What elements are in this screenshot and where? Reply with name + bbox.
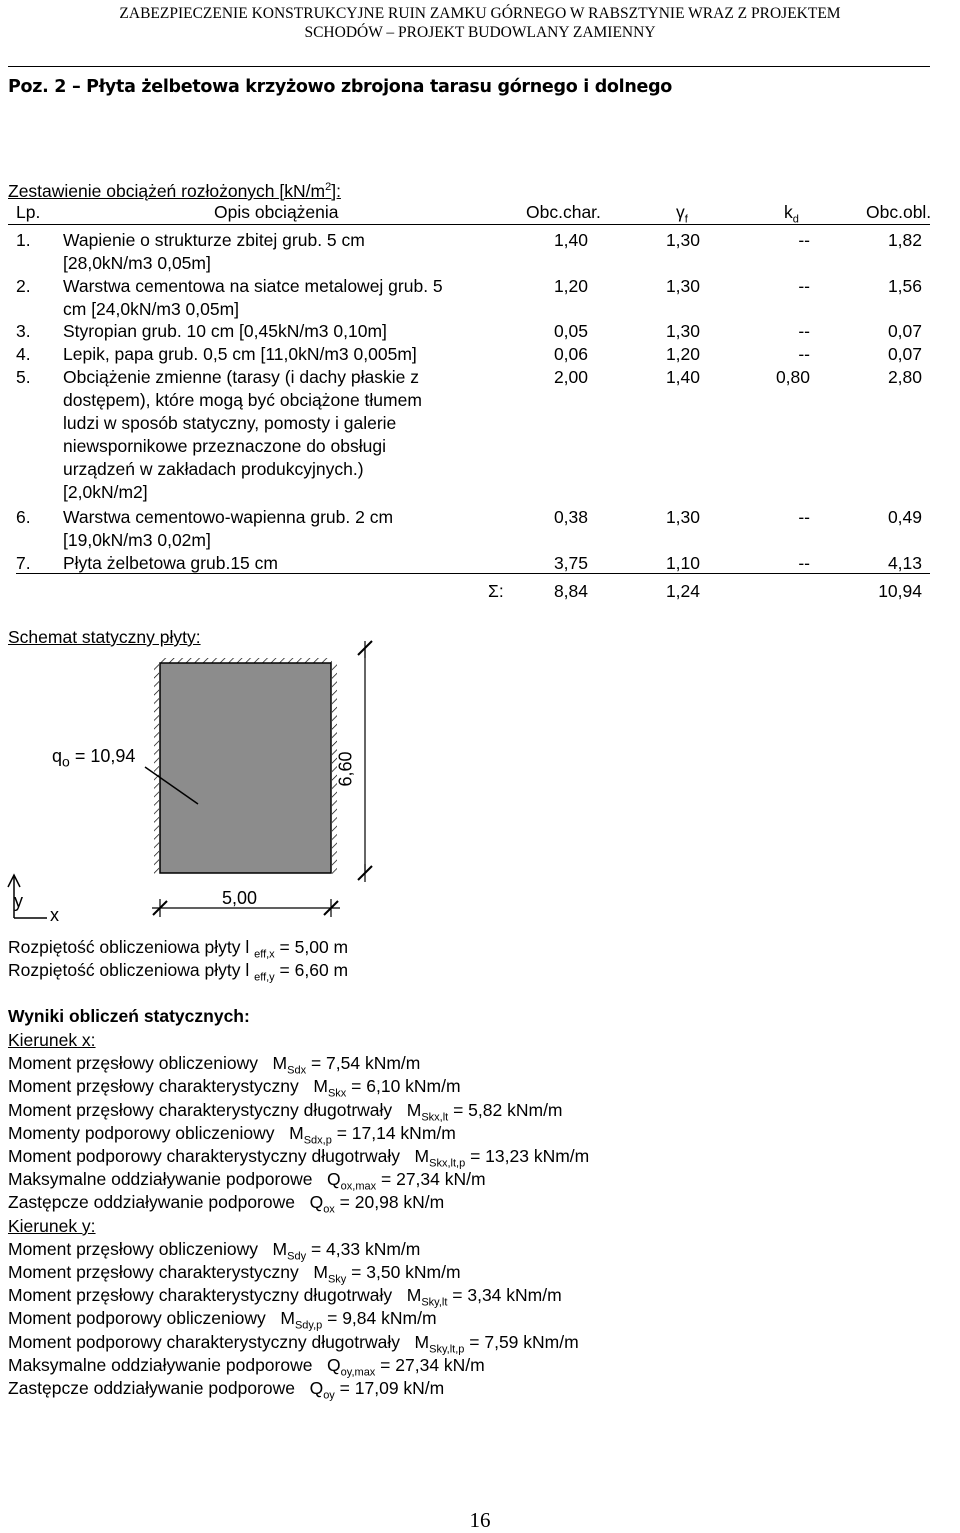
row-char-load: 0,38 — [553, 507, 588, 527]
col-header-char-load: Obc.char. — [526, 202, 601, 222]
row-gamma: 1,30 — [665, 276, 700, 296]
sum-design: 10,94 — [878, 581, 922, 601]
load-label: $q_o = 10,94$ — [52, 746, 136, 770]
row-kd: -- — [798, 507, 810, 527]
row-gamma: 1,30 — [665, 230, 700, 250]
axis-y-label: y — [14, 891, 23, 911]
row-gamma: 1,40 — [665, 367, 700, 387]
row-design-load: 0,07 — [887, 321, 922, 341]
row-design-load: 0,49 — [887, 507, 922, 527]
row-description-line: [28,0kN/m3 0,05m] — [63, 253, 211, 273]
row-gamma: 1,30 — [665, 321, 700, 341]
row-char-load: 3,75 — [553, 553, 588, 573]
row-char-load: 0,05 — [553, 321, 588, 341]
row-design-load: 2,80 — [887, 367, 922, 387]
row-char-load: 1,40 — [553, 230, 588, 250]
row-char-load: 2,00 — [553, 367, 588, 387]
static-scheme-diagram — [0, 640, 420, 920]
row-description-line: Lepik, papa grub. 0,5 cm [11,0kN/m3 0,005m] — [63, 344, 417, 364]
scheme-title: Schemat statyczny płyty: — [8, 627, 201, 647]
row-lp: 4. — [16, 344, 31, 364]
col-header-design-load: Obc.obl. — [866, 202, 932, 222]
page-number: 16 — [469, 1508, 491, 1532]
slab-rectangle — [160, 663, 331, 873]
result-line-y: Moment podporowy obliczeniowy $M_{Sdy,p} = 9,84$ kNm/m — [8, 1308, 437, 1332]
row-description-line: ludzi w sposób statyczny, pomosty i galerie — [63, 413, 397, 433]
row-kd: -- — [798, 553, 810, 573]
direction-x-heading: Kierunek x: — [8, 1030, 96, 1050]
row-kd: -- — [798, 230, 810, 250]
result-line-x: Moment przęsłowy charakterystyczny $M_{Skx} = 6,10$ kNm/m — [8, 1076, 461, 1100]
sum-label: Σ: — [488, 581, 504, 601]
span-line-y: Rozpiętość obliczeniowa płyty l $_{eff,y}$ = 6,60 m — [8, 960, 349, 984]
position-title: Poz. 2 – Płyta żelbetowa krzyżowo zbrojona tarasu górnego i dolnego — [8, 77, 673, 97]
document-header-line2: SCHODÓW – PROJEKT BUDOWLANY ZAMIENNY — [304, 24, 656, 41]
row-lp: 2. — [16, 276, 31, 296]
results-title: Wyniki obliczeń statycznych: — [8, 1006, 250, 1026]
dimension-y-label: 6,60 — [335, 751, 356, 787]
sum-char: 8,84 — [553, 581, 588, 601]
row-lp: 3. — [16, 321, 31, 341]
row-design-load: 1,82 — [887, 230, 922, 250]
direction-y-heading: Kierunek y: — [8, 1216, 96, 1236]
row-char-load: 0,06 — [553, 344, 588, 364]
loads-title: Zestawienie obciążeń rozłożonych $[kN/m^2]$: — [8, 180, 341, 201]
result-line-y: Moment przęsłowy obliczeniowy $M_{Sdy} = 4,33$ kNm/m — [8, 1239, 421, 1263]
table-bottom-rule — [16, 573, 930, 574]
result-line-y: Moment podporowy charakterystyczny długotrwały $M_{Sky,lt,p} = 7,59$ kNm/m — [8, 1332, 579, 1356]
row-description-line: [19,0kN/m3 0,02m] — [63, 530, 211, 550]
result-line-y: Moment przęsłowy charakterystyczny $M_{Sky} = 3,50$ kNm/m — [8, 1262, 461, 1286]
document-header-line1: ZABEZPIECZENIE KONSTRUKCYJNE RUIN ZAMKU GÓRNEGO W RABSZTYNIE WRAZ Z PROJEKTEM — [119, 5, 841, 22]
left-support-hatch — [154, 662, 159, 874]
row-description-line: niewspornikowe przeznaczone do obsługi — [63, 436, 386, 456]
row-kd: 0,80 — [775, 367, 810, 387]
result-line-y: Zastępcze oddziaływanie podporowe $Q_{oy} = 17,09$ kN/m — [8, 1378, 445, 1402]
row-description-line: Wapienie o strukturze zbitej grub. 5 cm — [63, 230, 365, 250]
row-design-load: 0,07 — [887, 344, 922, 364]
row-kd: -- — [798, 344, 810, 364]
result-line-x: Moment podporowy charakterystyczny długotrwały $M_{Skx,lt,p} = 13,23$ kNm/m — [8, 1146, 590, 1170]
table-header-rule — [8, 224, 930, 225]
result-line-y: Maksymalne oddziaływanie podporowe $Q_{oy,max} = 27,34$ kN/m — [8, 1355, 485, 1379]
row-lp: 1. — [16, 230, 31, 250]
row-gamma: 1,10 — [665, 553, 700, 573]
row-description-line: cm [24,0kN/m3 0,05m] — [63, 299, 240, 319]
col-header-kd: $k_d$ — [784, 202, 799, 226]
result-line-x: Maksymalne oddziaływanie podporowe $Q_{ox,max} = 27,34$ kN/m — [8, 1169, 486, 1193]
row-description-line: Płyta żelbetowa grub.15 cm — [63, 553, 278, 573]
row-design-load: 4,13 — [887, 553, 922, 573]
sum-gamma: 1,24 — [665, 581, 700, 601]
row-lp: 7. — [16, 553, 31, 573]
row-description-line: dostępem), które mogą być obciążone tłumem — [63, 390, 422, 410]
result-line-y: Moment przęsłowy charakterystyczny długotrwały $M_{Sky,lt} = 3,34$ kNm/m — [8, 1285, 562, 1309]
axis-x-label: x — [50, 905, 59, 925]
result-line-x: Momenty podporowy obliczeniowy $M_{Sdx,p} = 17,14$ kNm/m — [8, 1123, 456, 1147]
row-description-line: urządzeń w zakładach produkcyjnych.) — [63, 459, 364, 479]
row-description-line: Warstwa cementowa na siatce metalowej grub. 5 — [63, 276, 443, 296]
row-lp: 5. — [16, 367, 31, 387]
row-description-line: Warstwa cementowo-wapienna grub. 2 cm — [63, 507, 394, 527]
row-description-line: Obciążenie zmienne (tarasy (i dachy płaskie z — [63, 367, 419, 387]
row-kd: -- — [798, 321, 810, 341]
row-char-load: 1,20 — [553, 276, 588, 296]
row-description-line: Styropian grub. 10 cm [0,45kN/m3 0,10m] — [63, 321, 387, 341]
result-line-x: Zastępcze oddziaływanie podporowe $Q_{ox} = 20,98$ kN/m — [8, 1192, 445, 1216]
header-rule — [8, 66, 930, 67]
span-line-x: Rozpiętość obliczeniowa płyty l $_{eff,x}$ = 5,00 m — [8, 937, 349, 961]
row-description-line: [2,0kN/m2] — [63, 482, 148, 502]
row-design-load: 1,56 — [887, 276, 922, 296]
row-kd: -- — [798, 276, 810, 296]
row-gamma: 1,20 — [665, 344, 700, 364]
row-gamma: 1,30 — [665, 507, 700, 527]
result-line-x: Moment przęsłowy charakterystyczny długotrwały $M_{Skx,lt} = 5,82$ kNm/m — [8, 1100, 563, 1124]
col-header-lp: Lp. — [16, 202, 41, 222]
row-lp: 6. — [16, 507, 31, 527]
result-line-x: Moment przęsłowy obliczeniowy $M_{Sdx} = 7,54$ kNm/m — [8, 1053, 421, 1077]
col-header-description: Opis obciążenia — [214, 202, 339, 222]
col-header-gamma: $\gamma_f$ — [676, 202, 688, 226]
dimension-x-label: 5,00 — [222, 888, 258, 908]
